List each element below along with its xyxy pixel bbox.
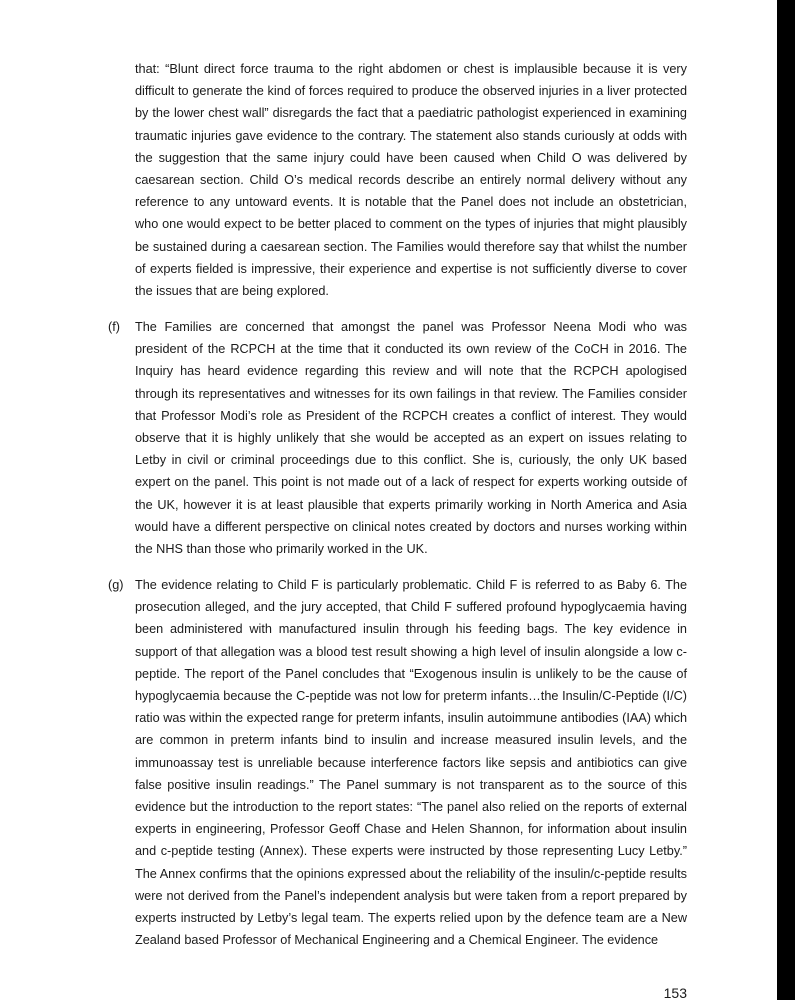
- continuation-paragraph: that: “Blunt direct force trauma to the right abdomen or chest is implausible because it is very difficult to generate the kind of forces required to produce the observed injuries in a liver protected by the lower chest wall” disregards the fact that a paediatric pathologist experienced in examining traumatic injuries gave evidence to the contrary. The statement also stands curiously at odds with the suggestion that the same injury could have been caused when Child O was delivered by caesarean section. Child O’s medical records describe an entirely normal delivery without any reference to any untoward events. It is notable that the Panel does not include an obstetrician, who one would expect to be better placed to comment on the types of injuries that might plausibly be sustained during a caesarean section. The Families would therefore say that whilst the number of experts fielded is impressive, their experience and expertise is not sufficiently diverse to cover the issues that are being explored.: [135, 62, 687, 299]
- paragraph-f: The Families are concerned that amongst the panel was Professor Neena Modi who was president of the RCPCH at the time that it conducted its own review of the CoCH in 2016. The Inquiry has heard evidence regarding this review and will note that the RCPCH apologised through its representatives and witnesses for its own failings in that review. The Families consider that Professor Modi’s role as President of the RCPCH creates a conflict of interest. They would observe that it is highly unlikely that she would be accepted as an expert on issues relating to Letby in civil or criminal proceedings due to this conflict. She is, curiously, the only UK based expert on the panel. This point is not made out of a lack of respect for experts working outside of the UK, however it is at least plausible that experts primarily working in North America and Asia would have a different perspective on clinical notes created by doctors and nurses working within the NHS than those who primarily worked in the UK.: [135, 320, 687, 557]
- page-number: 153: [663, 985, 687, 1000]
- paragraph-label-f: (f): [108, 320, 120, 334]
- paragraph-g: The evidence relating to Child F is particularly problematic. Child F is referred to as Baby 6. The prosecution alleged, and the jury accepted, that Child F suffered profound hypoglycaemia having been administered with manufactured insulin through his feeding bags. The key evidence in support of that allegation was a blood test result showing a high level of insulin alongside a low c-peptide. The report of the Panel concludes that “Exogenous insulin is unlikely to be the cause of hypoglycaemia because the C-peptide was not low for preterm infants…the Insulin/C-Peptide (I/C) ratio was within the expected range for preterm infants, insulin autoimmune antibodies (IAA) which are common in preterm infants bind to insulin and increase measured insulin levels, and the immunoassay test is unreliable because interference factors like sepsis and antibiotics can give false positive insulin readings.” The Panel summary is not transparent as to the source of this evidence but the introduction to the report states: “The panel also relied on the reports of external experts in engineering, Professor Geoff Chase and Helen Shannon, for information about insulin and c-peptide testing (Annex). These experts were instructed by those representing Lucy Letby.” The Annex confirms that the opinions expressed about the reliability of the insulin/c-peptide results were not derived from the Panel’s independent analysis but were taken from a report prepared by experts instructed by Letby’s legal team. The experts relied upon by the defence team are a New Zealand based Professor of Mechanical Engineering and a Chemical Engineer. The evidence: [135, 578, 687, 948]
- paragraph-label-g: (g): [108, 578, 124, 592]
